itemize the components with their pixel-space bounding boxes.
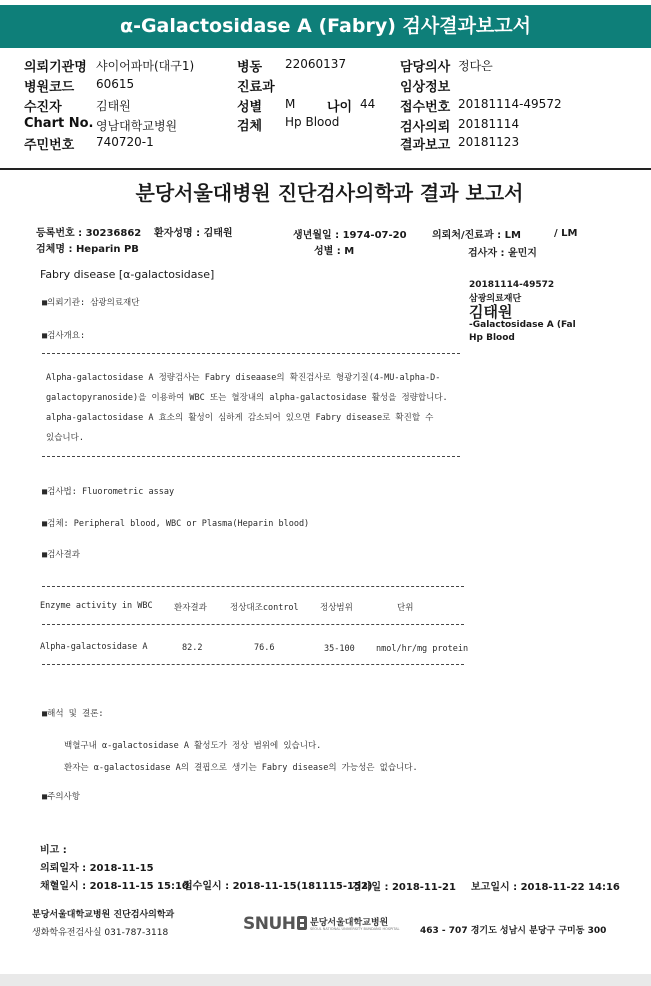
institution-label: 의뢰기관명 (24, 60, 87, 75)
sticker-number: 20181114-49572 (469, 280, 555, 290)
requesting-dept-2: / LM (554, 228, 578, 239)
snuh-logo-text: SNUH (243, 914, 296, 934)
divider (42, 624, 464, 625)
snuh-emblem-icon (297, 916, 307, 930)
table-cell-enzyme: Alpha-galactosidase A (40, 642, 148, 652)
test-date: 검사일 : 2018-11-21 (352, 882, 456, 893)
snuh-hospital-name: 분당서울대학교병원 (310, 918, 389, 928)
age-label: 나이 (327, 100, 353, 115)
top-info-panel (0, 52, 651, 164)
divider (42, 353, 460, 354)
sticker-specimen: Hp Blood (469, 333, 515, 343)
interpretation-line-2: 환자는 α-galactosidase A의 결핍으로 생기는 Fabry disease의 가능성은 없습니다. (64, 763, 418, 773)
table-header-unit: 단위 (397, 603, 414, 613)
caution-heading: ■주의사항 (42, 792, 80, 802)
chart-no-label: Chart No. (24, 116, 94, 131)
header-divider (0, 168, 651, 170)
examiner: 검사자 : 윤민지 (468, 248, 537, 259)
resident-no-label: 주민번호 (24, 138, 75, 153)
remarks-label: 비고 : (40, 845, 67, 856)
result-report-label: 결과보고 (400, 138, 451, 153)
hospital-code-value: 60615 (96, 77, 135, 91)
test-method: ■검사법: Fluorometric assay (42, 487, 175, 497)
page-bottom-bar (0, 974, 651, 986)
table-cell-control: 76.6 (254, 643, 275, 653)
overview-heading: ■검사개요: (42, 331, 86, 341)
department-label: 진료과 (237, 80, 275, 95)
sex-label: 성별 (237, 100, 263, 115)
sticker-patient-name: 김태원 (469, 303, 513, 321)
report-header-title: α-Galactosidase A (Fabry) 검사결과보고서 (0, 5, 651, 48)
table-header-range: 정상범위 (320, 603, 353, 613)
receipt-no-value: 20181114-49572 (458, 97, 562, 111)
overview-line-2: galactopyranoside)을 이용하여 WBC 또는 혈장내의 alpha-galactosidase 활성을 정량합니다. (46, 393, 448, 403)
table-cell-patient: 82.2 (182, 643, 203, 653)
table-cell-range: 35-100 (324, 644, 355, 654)
table-cell-unit: nmol/hr/mg protein (376, 644, 469, 654)
specimen-value: Hp Blood (285, 115, 340, 129)
registration-no: 등록번호 : 30236862 (36, 228, 142, 239)
doctor-value: 정다은 (458, 59, 493, 73)
specimen-name: 검체명 : Heparin PB (36, 244, 139, 255)
snuh-hospital-sub: SEOUL NATIONAL UNIVERSITY BUNDANG HOSPITAL (310, 927, 400, 931)
birth-date: 생년월일 : 1974-07-20 (293, 230, 407, 241)
receipt-datetime: 접수일시 : 2018-11-15(181115-152) (183, 881, 373, 892)
recipient-value: 김태원 (96, 99, 131, 113)
request-institution: ■의뢰기관: 삼광의료재단 (42, 298, 140, 308)
test-request-label: 검사의뢰 (400, 120, 451, 135)
overview-line-4: 있습니다. (46, 433, 84, 443)
receipt-no-label: 접수번호 (400, 100, 451, 115)
report-sex: 성별 : M (314, 246, 355, 257)
scanned-report (8, 172, 651, 974)
report-title: 분당서울대병원 진단검사의학과 결과 보고서 (135, 181, 524, 205)
divider (42, 586, 464, 587)
table-header-enzyme: Enzyme activity in WBC (40, 601, 153, 611)
clinical-info-label: 임상정보 (400, 80, 451, 95)
test-request-value: 20181114 (458, 117, 520, 131)
hospital-address: 463 - 707 경기도 성남시 분당구 구미동 300 (420, 926, 607, 936)
report-datetime: 보고일시 : 2018-11-22 14:16 (471, 882, 620, 893)
sex-value: M (285, 97, 296, 111)
overview-line-3: alpha-galactosidase A 효소의 활성이 심하게 감소되어 있으면 Fabry disease로 확진할 수 (46, 413, 434, 423)
hospital-code-label: 병원코드 (24, 80, 75, 95)
test-specimen: ■검체: Peripheral blood, WBC or Plasma(Heparin blood) (42, 519, 310, 529)
divider (42, 456, 460, 457)
resident-no-value: 740720-1 (96, 135, 154, 149)
request-date: 의뢰일자 : 2018-11-15 (40, 863, 154, 874)
overview-line-1: Alpha-galactosidase A 정량검사는 Fabry diseaase의 확진검사로 형광기질(4-MU-alpha-D- (46, 373, 441, 383)
specimen-label-sticker (464, 278, 604, 348)
requesting-dept: 의뢰처/진료과 : LM (432, 230, 521, 241)
sticker-test: -Galactosidase A (Fal (469, 320, 576, 330)
footer-department: 분당서울대학교병원 진단검사의학과 (32, 910, 175, 920)
result-report-value: 20181123 (458, 135, 520, 149)
chart-no-value: 영남대학교병원 (96, 119, 178, 133)
ward-label: 병동 (237, 60, 263, 75)
divider (42, 664, 464, 665)
test-name: Fabry disease [α-galactosidase] (40, 268, 215, 281)
doctor-label: 담당의사 (400, 60, 451, 75)
sticker-institution: 삼광의료재단 (469, 294, 522, 304)
table-header-control: 정상대조control (230, 603, 299, 613)
age-value: 44 (360, 97, 376, 111)
footer-lab-phone: 생화학유전검사실 031-787-3118 (32, 928, 169, 938)
interpretation-line-1: 백혈구내 α-galactosidase A 활성도가 정상 범위에 있습니다. (64, 741, 322, 751)
ward-value: 22060137 (285, 57, 347, 71)
snuh-logo (243, 912, 403, 938)
recipient-label: 수진자 (24, 100, 62, 115)
interpretation-heading: ■해석 및 결론: (42, 709, 104, 719)
result-heading: ■검사결과 (42, 550, 80, 560)
specimen-label: 검체 (237, 119, 263, 134)
table-header-patient: 환자결과 (174, 603, 207, 613)
patient-name: 환자성명 : 김태원 (154, 228, 233, 239)
institution-value: 샤이어파마(대구1) (96, 59, 195, 73)
collection-datetime: 채혈일시 : 2018-11-15 15:10 (40, 881, 189, 892)
